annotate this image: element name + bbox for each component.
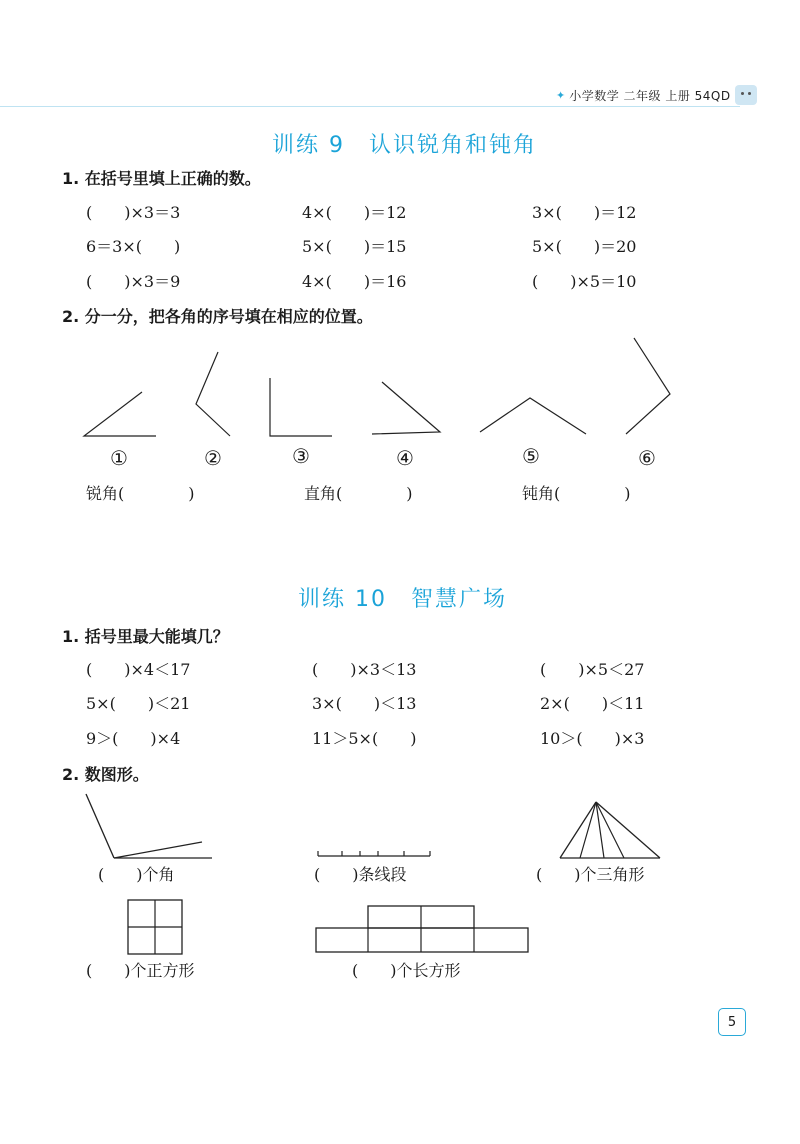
header-divider xyxy=(0,106,740,107)
inequality: ( )×4＜17 xyxy=(86,660,191,679)
angle-label-5: ⑤ xyxy=(522,444,540,468)
header-text: 小学数学 二年级 上册 54QD xyxy=(569,88,731,103)
inequality: ( )×5＜27 xyxy=(540,660,645,679)
angles-figure xyxy=(80,790,230,862)
inequality: 2×( )＜11 xyxy=(540,694,645,713)
inequality: 5×( )＜21 xyxy=(86,694,191,713)
equation: 3×( )＝12 xyxy=(532,203,637,222)
inequality: 9＞( )×4 xyxy=(86,729,181,748)
acute-angle-answer: 锐角( ) xyxy=(86,484,195,503)
angle-label-1: ① xyxy=(110,446,128,470)
page-number: 5 xyxy=(718,1008,746,1036)
equation: ( )×3＝9 xyxy=(86,272,181,291)
section-title-1: 训练 9 认识锐角和钝角 xyxy=(272,133,537,158)
question-1-title: 1. 在括号里填上正确的数。 xyxy=(62,169,261,188)
angle-2-acute xyxy=(196,352,230,436)
inequality: ( )×3＜13 xyxy=(312,660,417,679)
equation: 5×( )＝20 xyxy=(532,237,637,256)
angle-5-obtuse xyxy=(480,398,586,434)
line-segments-figure xyxy=(314,846,434,862)
section-title-2: 训练 10 智慧广场 xyxy=(298,587,507,612)
inequality: 10＞( )×3 xyxy=(540,729,645,748)
rectangles-figure xyxy=(312,902,532,956)
equation: 4×( )＝12 xyxy=(302,203,407,222)
segment-count-caption: ( )条线段 xyxy=(314,865,407,884)
angle-1-acute xyxy=(84,392,156,436)
question-2-title: 2. 数图形。 xyxy=(62,765,149,784)
squares-figure xyxy=(124,896,186,958)
right-angle-answer: 直角( ) xyxy=(304,484,413,503)
angle-3-right xyxy=(270,378,332,436)
obtuse-angle-answer: 钝角( ) xyxy=(522,484,631,503)
equation: ( )×5＝10 xyxy=(532,272,637,291)
angle-label-4: ④ xyxy=(396,446,414,470)
question-1-title: 1. 括号里最大能填几？ xyxy=(62,627,229,646)
angle-label-2: ② xyxy=(204,446,222,470)
angle-count-caption: ( )个角 xyxy=(98,865,175,884)
inequality: 11＞5×( ) xyxy=(312,729,417,748)
angle-label-3: ③ xyxy=(292,444,310,468)
sparkle-icon: ✦ xyxy=(556,88,566,102)
angle-label-6: ⑥ xyxy=(638,446,656,470)
triangle-count-caption: ( )个三角形 xyxy=(536,865,645,884)
equation: 5×( )＝15 xyxy=(302,237,407,256)
equation: ( )×3＝3 xyxy=(86,203,181,222)
question-2-title: 2. 分一分，把各角的序号填在相应的位置。 xyxy=(62,307,373,326)
angle-4-acute xyxy=(372,382,440,434)
square-count-caption: ( )个正方形 xyxy=(86,961,195,980)
angle-figures xyxy=(70,330,690,470)
mascot-icon xyxy=(735,85,757,105)
angle-6-obtuse xyxy=(626,338,670,434)
equation: 6＝3×( ) xyxy=(86,237,181,256)
rectangle-count-caption: ( )个长方形 xyxy=(352,961,461,980)
equation: 4×( )＝16 xyxy=(302,272,407,291)
book-header xyxy=(556,84,757,106)
inequality: 3×( )＜13 xyxy=(312,694,417,713)
triangles-figure xyxy=(556,798,666,862)
